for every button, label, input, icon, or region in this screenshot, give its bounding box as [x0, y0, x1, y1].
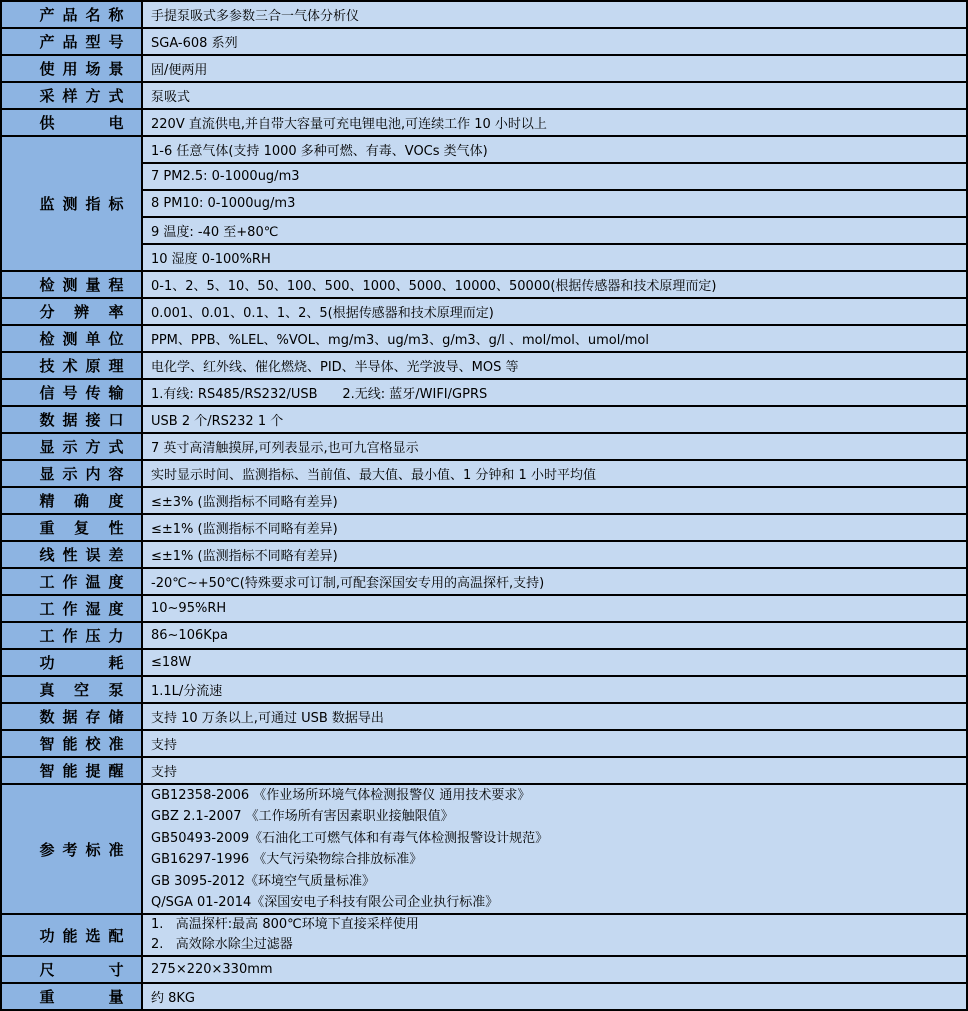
- row-optional-features: [1, 914, 967, 956]
- row-label: 采样方式: [39, 87, 124, 105]
- row-label: 产品名称: [39, 6, 124, 24]
- row-product-name: [1, 1, 967, 28]
- row-accuracy: [1, 487, 967, 514]
- row-label: 功耗: [39, 654, 124, 672]
- standard-item: GB16297-1996 《大气污染物综合排放标准》: [151, 852, 423, 868]
- row-repeatability: [1, 514, 967, 541]
- row-value: ≤±3% (监测指标不同略有差异): [151, 495, 338, 510]
- row-label: 检测单位: [39, 330, 124, 348]
- row-value: 支持: [151, 738, 178, 753]
- row-value: ≤18W: [151, 655, 192, 670]
- row-value: 固/便两用: [151, 63, 208, 78]
- row-value: ≤±1% (监测指标不同略有差异): [151, 522, 338, 537]
- standard-item: GB50493-2009《石油化工可燃气体和有毒气体检测报警设计规范》: [151, 830, 549, 846]
- row-label: 供电: [39, 114, 124, 132]
- row-label: 工作压力: [39, 627, 124, 645]
- row-value: 0-1、2、5、10、50、100、500、1000、5000、10000、50000(根据传感器和技术原理而定): [151, 279, 717, 294]
- row-label: 重量: [39, 988, 124, 1007]
- row-label: 显示方式: [39, 438, 124, 456]
- row-value: 支持 10 万条以上,可通过 USB 数据导出: [151, 711, 384, 726]
- row-technical-principle: [1, 352, 967, 379]
- indicator-item: 8 PM10: 0-1000ug/m3: [151, 196, 296, 211]
- row-label: 精确度: [39, 492, 124, 510]
- row-value: 7 英寸高清触摸屏,可列表显示,也可九宫格显示: [151, 441, 419, 456]
- row-sampling-method: [1, 82, 967, 109]
- row-reference-standards: [1, 784, 967, 914]
- row-model: [1, 28, 967, 55]
- standard-item: GB 3095-2012《环境空气质量标准》: [151, 873, 375, 889]
- row-label: 参考标准: [39, 840, 124, 859]
- indicator-item: 1-6 任意气体(支持 1000 多种可燃、有毒、VOCs 类气体): [151, 144, 488, 159]
- row-label: 智能提醒: [39, 762, 124, 780]
- row-label: 信号传输: [39, 384, 124, 402]
- row-label: 工作湿度: [39, 600, 124, 618]
- row-value: 泵吸式: [151, 90, 191, 105]
- row-label: 产品型号: [39, 33, 124, 51]
- indicator-item: 7 PM2.5: 0-1000ug/m3: [151, 169, 300, 184]
- indicator-item: 9 温度: -40 至+80℃: [151, 225, 279, 240]
- row-display-mode: [1, 433, 967, 460]
- row-value: 约 8KG: [151, 991, 196, 1007]
- indicator-item: 10 湿度 0-100%RH: [151, 252, 271, 267]
- row-data-interface: [1, 406, 967, 433]
- row-working-pressure: [1, 622, 967, 649]
- row-value: ≤±1% (监测指标不同略有差异): [151, 549, 338, 564]
- row-label: 显示内容: [39, 465, 124, 483]
- row-monitoring-indicators-sub: [1, 163, 967, 190]
- standard-item: Q/SGA 01-2014《深国安电子科技有限公司企业执行标准》: [151, 895, 499, 911]
- row-display-content: [1, 460, 967, 487]
- row-label: 数据接口: [39, 411, 124, 429]
- row-monitoring-indicators-sub: [1, 244, 967, 271]
- row-value: 实时显示时间、监测指标、当前值、最大值、最小值、1 分钟和 1 小时平均值: [151, 468, 596, 483]
- row-value: 手提泵吸式多参数三合一气体分析仪: [151, 9, 360, 24]
- row-data-storage: [1, 703, 967, 730]
- row-monitoring-indicators: [1, 136, 967, 163]
- row-value: PPM、PPB、%LEL、%VOL、mg/m3、ug/m3、g/m3、g/l 、mol/mol、umol/mol: [151, 333, 649, 348]
- row-value: 支持: [151, 765, 178, 780]
- row-value: 1.有线: RS485/RS232/USB 2.无线: 蓝牙/WIFI/GPRS: [151, 387, 488, 402]
- row-label: 技术原理: [39, 357, 124, 375]
- row-value: 0.001、0.01、0.1、1、2、5(根据传感器和技术原理而定): [151, 306, 494, 321]
- row-weight: [1, 983, 967, 1010]
- standard-item: GBZ 2.1-2007 《工作场所有害因素职业接触限值》: [151, 809, 454, 825]
- row-label: 数据存储: [39, 708, 124, 726]
- row-resolution: [1, 298, 967, 325]
- standard-item: GB12358-2006 《作业场所环境气体检测报警仪 通用技术要求》: [151, 788, 531, 803]
- row-signal-transmission: [1, 379, 967, 406]
- optional-feature-item: 2. 高效除水除尘过滤器: [151, 937, 293, 953]
- row-smart-calibration: [1, 730, 967, 757]
- row-value: 275×220×330mm: [151, 962, 273, 978]
- row-value: 1.1L/分流速: [151, 684, 223, 699]
- row-usage-scene: [1, 55, 967, 82]
- row-label: 线性误差: [39, 546, 124, 564]
- row-working-humidity: [1, 595, 967, 622]
- row-detection-range: [1, 271, 967, 298]
- row-detection-units: [1, 325, 967, 352]
- row-label: 检测量程: [39, 276, 124, 294]
- row-label: 功能选配: [39, 926, 124, 945]
- row-label: 监测指标: [39, 195, 124, 213]
- row-value: SGA-608 系列: [151, 36, 238, 51]
- row-monitoring-indicators-sub: [1, 217, 967, 244]
- optional-feature-item: 1. 高温探杆:最高 800℃环境下直接采样使用: [151, 917, 419, 933]
- row-label: 分辨率: [39, 303, 124, 321]
- row-label: 尺寸: [39, 961, 124, 980]
- row-monitoring-indicators-sub: [1, 190, 967, 217]
- row-label: 智能校准: [39, 735, 124, 753]
- row-label: 真空泵: [39, 681, 124, 699]
- row-power-supply: [1, 109, 967, 136]
- row-value: 220V 直流供电,并自带大容量可充电锂电池,可连续工作 10 小时以上: [151, 117, 547, 132]
- row-working-temperature: [1, 568, 967, 595]
- row-value: 86~106Kpa: [151, 628, 228, 643]
- row-power-consumption: [1, 649, 967, 676]
- row-vacuum-pump: [1, 676, 967, 703]
- row-label: 重复性: [39, 519, 124, 537]
- row-value: 电化学、红外线、催化燃烧、PID、半导体、光学波导、MOS 等: [151, 360, 519, 375]
- row-dimensions: [1, 956, 967, 983]
- row-label: 使用场景: [39, 60, 124, 78]
- row-linearity-error: [1, 541, 967, 568]
- row-value: -20℃~+50℃(特殊要求可订制,可配套深国安专用的高温探杆,支持): [151, 576, 545, 591]
- row-smart-reminder: [1, 757, 967, 784]
- row-label: 工作温度: [39, 573, 124, 591]
- row-value: USB 2 个/RS232 1 个: [151, 414, 284, 429]
- row-value: 10~95%RH: [151, 601, 227, 616]
